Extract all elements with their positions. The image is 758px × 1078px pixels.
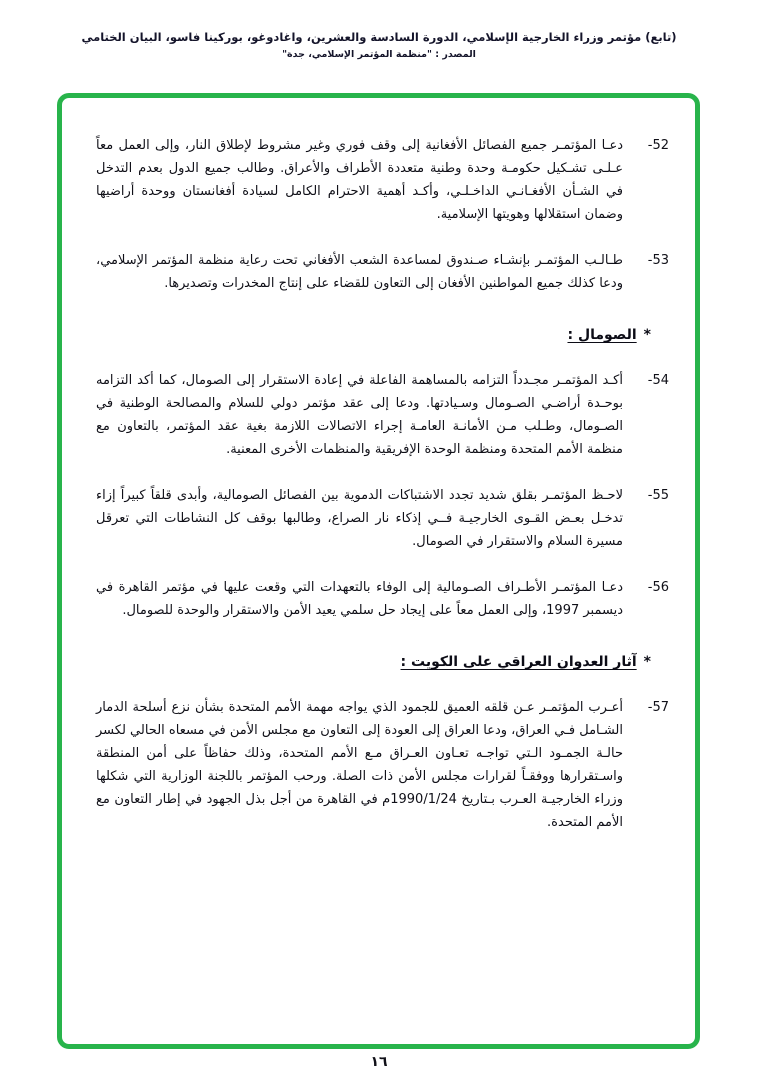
item-text: أعـرب المؤتمـر عـن قلقه العميق للجمود الذي يواجه مهمة الأمم المتحدة بشأن نزع أسلحة الدمار الشـامل فـي العراق، ودعا العراق إلى العودة إلى التعاون مع مجلس الأمن في مسعاه الحالي لكسر حالـة الجمـود الـتي تواجـه تعـاون العـراق مـع الأمم المتحدة، وذلك حفاظاً على أمن المنطقة واسـتقرارها ووفقـاً لقرارات مجلس الأمن ذات الصلة. ورحب المؤتمر باللجنة الوزارية التي شكلها وزراء الخارجيـة العـرب بـتاريخ 1990/1/24م في القاهرة من أجل بذل الجهود في إطار التعاون مع الأمم المتحدة.: [96, 700, 623, 830]
item-text: دعـا المؤتمـر الأطـراف الصـومالية إلى الوفاء بالتعهدات التي وقعت عليها في مؤتمر القاهرة في ديسمبر 1997، وإلى العمل معاً على إيجاد حل سلمي يعيد الأمن والاستقرار والوحدة للصومال.: [96, 580, 623, 618]
heading-asterisk: *: [643, 327, 651, 343]
section-heading-title: الصومال :: [567, 327, 637, 343]
item-number: -52: [647, 138, 669, 153]
item-number: -55: [647, 488, 669, 503]
page-number: ١٦: [370, 1054, 388, 1070]
document-body: [62, 98, 695, 877]
heading-asterisk: *: [643, 654, 651, 670]
section-heading-iraqi-aggression-kuwait: [96, 654, 651, 670]
paragraph-item-55: [96, 484, 669, 553]
section-heading-title: آثار العدوان العراقي على الكويت :: [400, 654, 637, 670]
document-header: [0, 0, 758, 60]
paragraph-item-56: [96, 576, 669, 622]
item-text: لاحـظ المؤتمـر بقلق شديد تجدد الاشتباكات الدموية بين الفصائل الصومالية، وأبدى قلقاً كبيراً إزاء تدخـل بعـض القـوى الخارجيـة فــي إذكاء نار الصراع، وطالبها بوقف كل النشاطات التي تعرقل مسيرة السلام والاستقرار في الصومال.: [96, 488, 623, 549]
paragraph-item-53: [96, 249, 669, 295]
item-number: -56: [647, 580, 669, 595]
section-heading-somalia: [96, 327, 651, 343]
item-text: دعـا المؤتمـر جميع الفصائل الأفغانية إلى وقف فوري وغير مشروط لإطلاق النار، وإلى العمل معاً عـلـى تشـكيل حكومـة وحدة وطنية متعددة الأطراف والأعراق. وطالب جميع الدول بعدم التدخل في الشـأن الأفغـانـي الداخـلـي، وأكـد أهمية الاحترام الكامل لسيادة أفغانستان ووحدة أراضيها وضمان استقلالها وهويتها الإسلامية.: [96, 138, 623, 222]
item-text: طـالـب المؤتمـر بإنشـاء صـندوق لمساعدة الشعب الأفغاني تحت رعاية منظمة المؤتمر الإسلامي، ودعا كذلك جميع المواطنين الأفغان إلى التعاون للقضاء على إنتاج المخدرات وتصديرها.: [96, 253, 623, 291]
paragraph-item-57: [96, 696, 669, 834]
paragraph-item-52: [96, 134, 669, 226]
item-number: -53: [647, 253, 669, 268]
header-title: (تابع) مؤتمر وزراء الخارجية الإسلامي، الدورة السادسة والعشرين، واغادوغو، بوركينا فاسو، البيان الختامي: [81, 30, 677, 44]
item-text: أكـد المؤتمـر مجـدداً التزامه بالمساهمة الفاعلة في إعادة الاستقرار إلى الصومال، كما أكد التزامه بوحـدة أراضـي الصـومال وسـيادتها. ودعا إلى عقد مؤتمر دولي للسلام والمصالحة الوطنية في الصـومال، وطـلب مـن الأمانـة العامـة إجراء الاتصالات اللازمة بغية عقد المؤتمر، بالتعاون مع منظمة الأمم المتحدة ومنظمة الوحدة الإفريقية والمنظمات الأخرى المعنية.: [96, 373, 623, 457]
header-source: المصدر : "منظمة المؤتمر الإسلامي، جدة": [282, 49, 476, 60]
item-number: -57: [647, 700, 669, 715]
paragraph-item-54: [96, 369, 669, 461]
item-number: -54: [647, 373, 669, 388]
green-border-frame: [57, 93, 700, 1049]
